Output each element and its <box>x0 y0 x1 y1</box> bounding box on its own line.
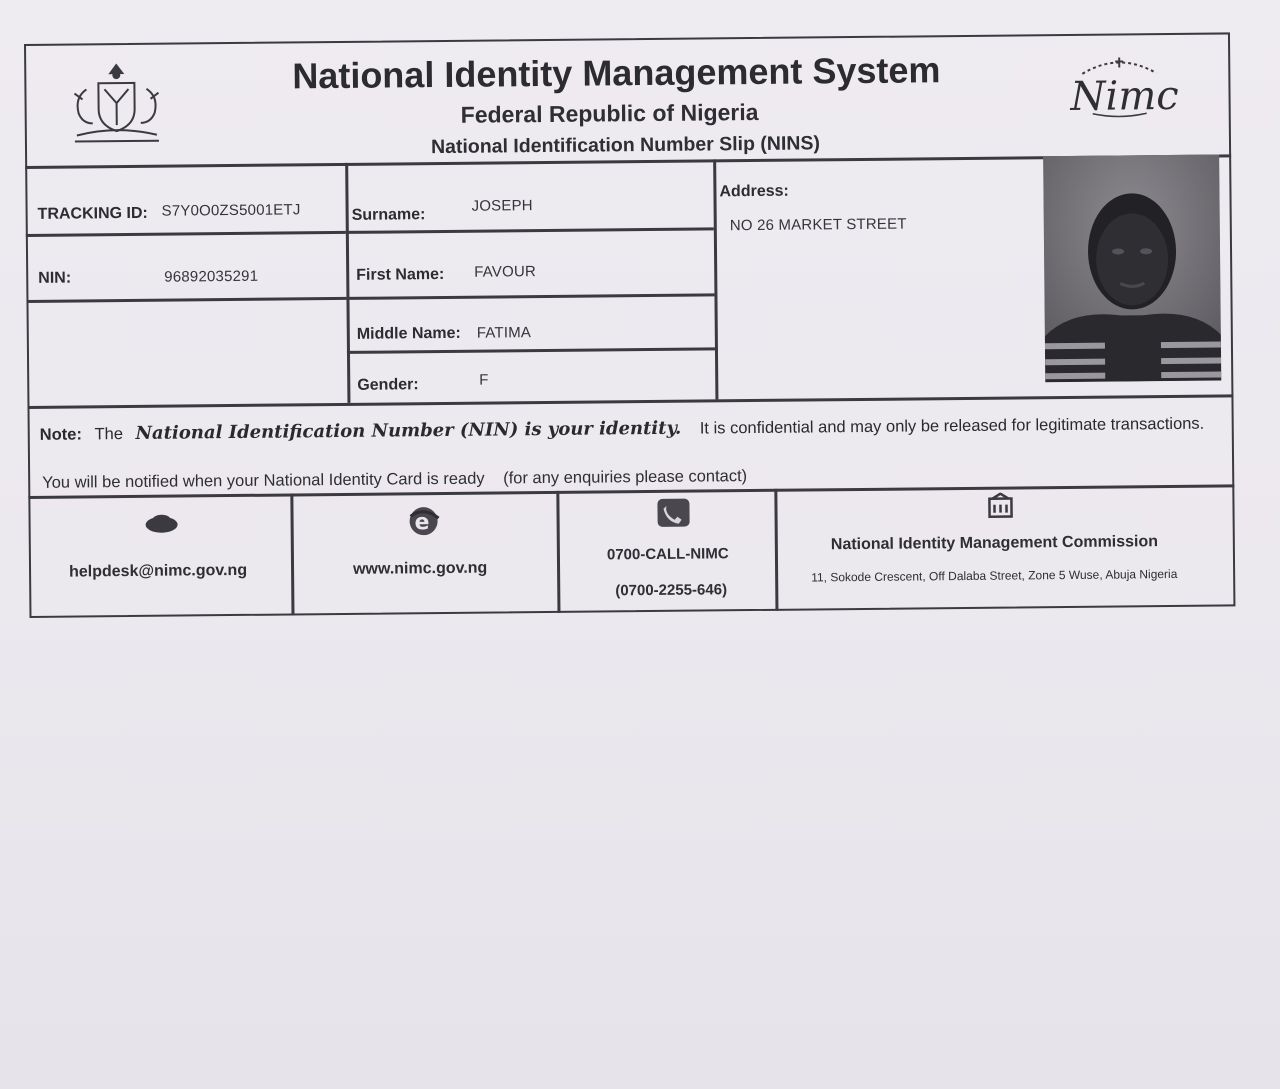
address-label: Address: <box>719 182 789 201</box>
country-subtitle: Federal Republic of Nigeria <box>460 98 759 128</box>
first-name-value: FAVOUR <box>474 263 537 281</box>
nin-value: 96892035291 <box>164 267 259 286</box>
note-label: Note: <box>39 425 83 444</box>
slip-title: National Identification Number Slip (NINS) <box>430 132 821 159</box>
surname-label: Surname: <box>351 206 426 224</box>
note-line-2-text: You will be notified when your National Identity Card is ready <box>42 469 485 492</box>
middle-name-label: Middle Name: <box>356 324 461 343</box>
note-the: The <box>94 425 124 444</box>
org-name: National Identity Management Commission <box>830 533 1159 554</box>
svg-text:e: e <box>414 510 430 536</box>
surname-value: JOSEPH <box>471 197 533 215</box>
page-title: National Identity Management System <box>292 49 941 97</box>
address-value: NO 26 MARKET STREET <box>729 215 907 235</box>
org-address: 11, Sokode Crescent, Off Dalaba Street, Zone 5 Wuse, Abuja Nigeria <box>811 566 1178 585</box>
nin-slip <box>24 32 1235 618</box>
coat-of-arms-icon <box>66 59 167 150</box>
nin-label: NIN: <box>38 269 72 287</box>
email-link[interactable]: helpdesk@nimc.gov.ng <box>68 561 248 581</box>
phone-icon <box>656 498 690 533</box>
tracking-id-value: S7Y0O0ZS5001ETJ <box>161 201 301 220</box>
note-rest: It is confidential and may only be released for legitimate transactions. <box>699 414 1205 438</box>
holder-photo <box>1043 155 1221 383</box>
first-name-label: First Name: <box>356 265 445 284</box>
nimc-logo-text: Nimc <box>1070 72 1179 120</box>
browser-icon <box>406 504 440 543</box>
gender-value: F <box>479 371 489 389</box>
gender-label: Gender: <box>357 376 419 394</box>
email-icon <box>145 513 179 540</box>
note-line-2b-text: (for any enquiries please contact) <box>503 467 748 488</box>
building-icon <box>986 493 1014 524</box>
nimc-logo <box>1064 51 1179 122</box>
phone-number: 0700-CALL-NIMC <box>606 545 729 564</box>
tracking-id-label: TRACKING ID: <box>37 204 148 223</box>
website-link[interactable]: www.nimc.gov.ng <box>352 559 488 578</box>
phone-digits: (0700-2255-646) <box>615 581 728 600</box>
note-emphasis: National Identification Number (NIN) is your identity. <box>135 417 682 444</box>
middle-name-value: FATIMA <box>476 324 532 342</box>
